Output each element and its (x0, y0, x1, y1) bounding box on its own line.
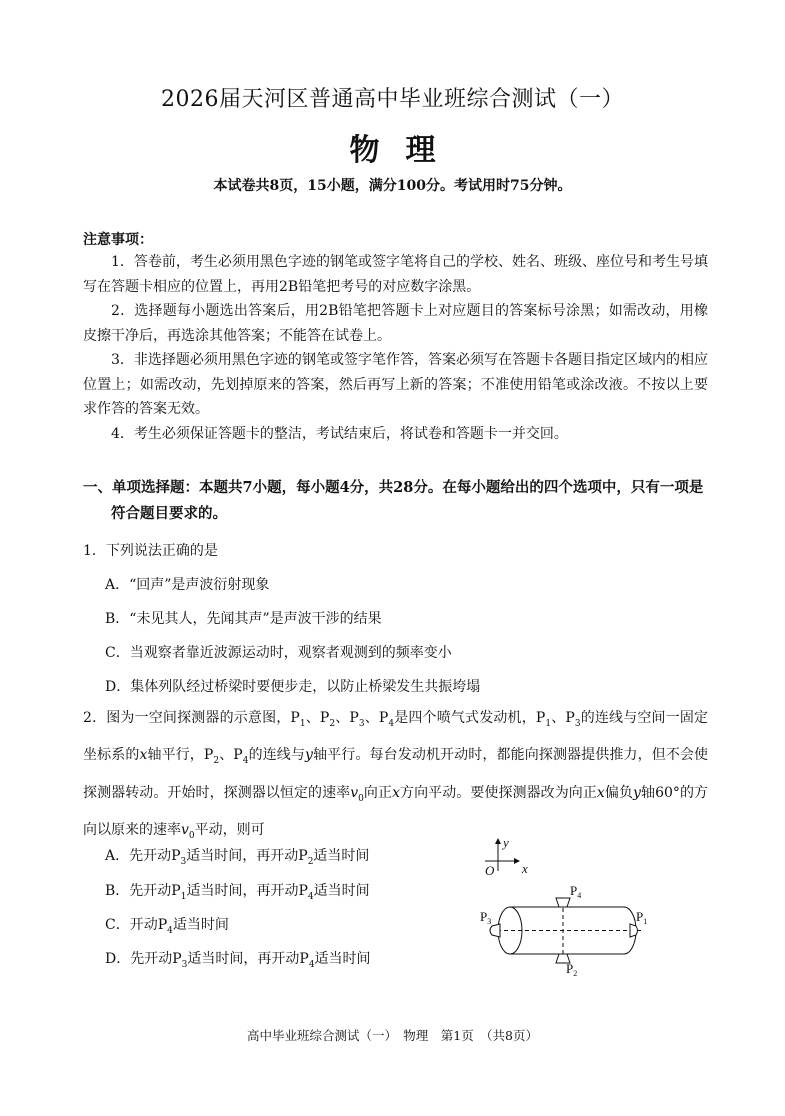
note-item-4: 4．考生必须保证答题卡的整洁，考试结束后，将试卷和答题卡一并交回。 (111, 426, 568, 442)
page-footer: 高中毕业班综合测试（一） 物理 第1页 （共8页） (247, 1028, 538, 1043)
exam-info: 本试卷共8页，15小题，满分100分。考试用时75分钟。 (213, 178, 572, 194)
section-heading-text: 一、单项选择题：本题共7小题，每小题4分，共28分。在每小题给出的四个选项中，只有一项是符合题目要求的。 (83, 479, 704, 522)
note-item-2: 2．选择题每小题选出答案后，用2B铅笔把答题卡上对应题目的答案标号涂黑；如需改动，用橡皮擦干净后，再选涂其他答案；不能答在试卷上。 (83, 303, 708, 344)
thruster-p1 (630, 924, 638, 937)
thruster-p4 (556, 898, 570, 907)
x-axis-label: x (522, 861, 528, 876)
question-1-option-c: C．当观察者靠近波源运动时，观察者观测到的频率变小 (105, 645, 452, 661)
p1-label: $P_1$ (636, 909, 648, 926)
y-axis-label: y (503, 835, 509, 850)
thruster-p3 (490, 924, 500, 937)
question-1-option-b: B．“未见其人，先闻其声”是声波干涉的结果 (105, 611, 382, 627)
question-2-option-c: C．开动$P_4$适当时间 (105, 917, 229, 936)
p2-label: $P_2$ (566, 961, 578, 978)
question-2-option-a: A．先开动$P_3$适当时间，再开动$P_2$适当时间 (105, 848, 370, 867)
note-item-3: 3．非选择题必须用黑色字迹的钢笔或签字笔作答，答案必须写在答题卡各题目指定区域内的相应位置上；如需改动，先划掉原来的答案，然后再写上新的答案；不准使用铅笔或涂改液。不按以上要求作答的答案无效。 (83, 352, 708, 417)
origin-label: O (485, 863, 495, 878)
question-1-option-d: D．集体列队经过桥梁时要便步走，以防止桥梁发生共振垮塌 (105, 679, 481, 695)
exam-title: 2026届天河区普通高中毕业班综合测试（一） (161, 87, 624, 112)
probe-figure (470, 835, 660, 980)
p4-label: $P_4$ (570, 883, 582, 900)
question-1-stem: 1．下列说法正确的是 (83, 543, 218, 559)
question-1-option-a: A．“回声”是声波衍射现象 (105, 577, 270, 593)
notes-heading: 注意事项： (83, 232, 153, 248)
section-heading (83, 475, 708, 527)
p3-label: $P_3$ (480, 909, 492, 926)
y-axis-arrow (495, 838, 501, 844)
x-axis-arrow (514, 858, 520, 864)
note-item-1: 1．答卷前，考生必须用黑色字迹的钢笔或签字笔将自己的学校、姓名、班级、座位号和考生号填写在答题卡相应的位置上，再用2B铅笔把考号的对应数字涂黑。 (83, 254, 708, 295)
subject-title: 物理 (349, 133, 462, 168)
question-2-option-b: B．先开动$P_1$适当时间，再开动$P_4$适当时间 (105, 883, 370, 902)
question-2-stem: 2．图为一空间探测器的示意图，$P_1$、$P_2$、$P_3$、$P_4$是四个喷气式发动机，$P_1$、$P_3$的连线与空间一固定坐标系的x轴平行，$P_2$、$P_4$的连线与y轴平行。每台发动机开动时，都能向探测器提供推力，但不会使探测器转动。开始时，探测器以恒定的速率$v_0$向正x方向平动。要使探测器改为向正x偏负y轴60°的方向以原来的速率$v_0$平动，则可 (83, 710, 709, 841)
question-2-option-d: D．先开动$P_3$适当时间，再开动$P_4$适当时间 (105, 951, 371, 970)
